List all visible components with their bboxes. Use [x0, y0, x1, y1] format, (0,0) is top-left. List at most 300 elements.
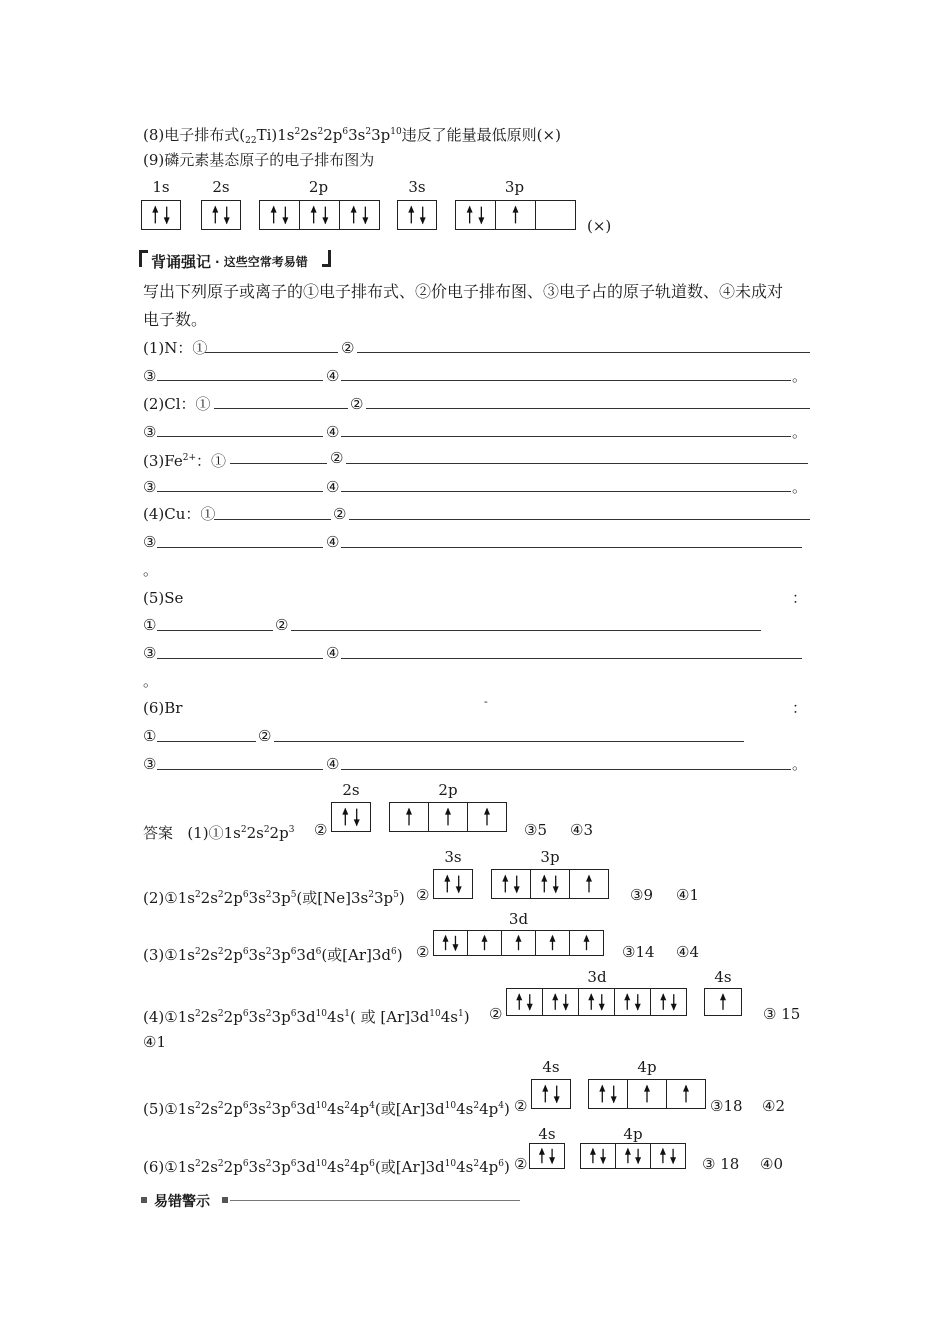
- sup: 2: [294, 127, 301, 137]
- spin-up-arrow-icon: [625, 1148, 631, 1163]
- electron-arrows: [616, 1144, 650, 1168]
- electron-arrows: [532, 1080, 570, 1108]
- spin-up-arrow-icon: [599, 1085, 605, 1103]
- orbital-cell: [667, 1080, 705, 1108]
- orbital-cell: [390, 803, 429, 831]
- spin-up-arrow-icon: [552, 993, 558, 1010]
- label-colon: ：①: [196, 452, 227, 470]
- blank-5-2[interactable]: [291, 630, 761, 631]
- answer-5-config: $(5)①1s^22s^22p^63s^23p^63d^{10}4s^24p^4$(或$[Ar]3d^{10}4s^24p^4$): [143, 1100, 510, 1118]
- electron-arrows: [651, 989, 686, 1015]
- charge: 2+: [182, 453, 196, 463]
- electron-arrows: [579, 989, 614, 1015]
- item-8-prefix: (8)电子排布式(: [143, 126, 246, 144]
- circle-2: ②: [341, 339, 355, 357]
- circle-1: ①: [143, 727, 157, 745]
- circle-4: ④: [326, 478, 340, 496]
- electron-arrows: [340, 201, 379, 229]
- answer-4-config: $(4)①1s^22s^22p^63s^23p^63d^{10}4s^1$( 或 $[Ar]3d^{10}4s^1$): [143, 1008, 470, 1026]
- electron-arrows: [429, 803, 467, 831]
- spin-down-arrow-icon: [611, 1086, 617, 1104]
- spin-up-arrow-icon: [541, 875, 547, 893]
- electron-arrows: [507, 989, 542, 1015]
- period: 。: [792, 423, 808, 441]
- orbital-label: 3d: [587, 968, 607, 986]
- sup: 2: [217, 890, 224, 900]
- sup: 2: [317, 127, 324, 137]
- orbital-cell: [468, 931, 502, 955]
- answer-4-c4: ④1: [143, 1033, 166, 1051]
- electron-arrows: [705, 989, 741, 1015]
- answer-5-c3: ③18: [710, 1097, 743, 1115]
- sup: 2: [217, 1009, 224, 1019]
- spin-up-arrow-icon: [542, 1085, 548, 1103]
- circle-3: ③: [143, 644, 157, 662]
- bracket-right: [322, 250, 331, 267]
- period: 。: [143, 672, 159, 690]
- electron-arrows: [260, 201, 299, 229]
- sup: 1: [457, 1009, 464, 1019]
- sup: 6: [391, 947, 397, 957]
- electron-arrows: [468, 803, 506, 831]
- orbital-label: 4p: [637, 1058, 657, 1076]
- blank-3-1[interactable]: [230, 463, 327, 464]
- orbital-cell: [340, 201, 379, 229]
- blank-1-2[interactable]: [357, 352, 810, 353]
- answer-6-orbital-4p: [580, 1125, 686, 1171]
- orbital-cell: [589, 1080, 628, 1108]
- sup: 2: [194, 947, 201, 957]
- sup: 10: [315, 1159, 328, 1169]
- item-9-mark: (×): [587, 217, 612, 235]
- bullet-square-left: [141, 1197, 147, 1203]
- orbital-1s: [141, 178, 181, 230]
- blank-6-1[interactable]: [157, 741, 256, 742]
- electron-arrows: [581, 1144, 615, 1168]
- orbital-cell: [530, 1144, 564, 1168]
- orbital-2s: [201, 178, 241, 230]
- orbital-cell: [536, 931, 570, 955]
- orbital-label: 2p: [308, 178, 329, 196]
- circle-2: ②: [489, 1005, 503, 1023]
- orbital-cell: [398, 201, 436, 229]
- orb-text: 2p: [323, 126, 343, 144]
- spin-up-arrow-icon: [590, 1148, 596, 1163]
- orbital-label: 1s: [152, 178, 170, 196]
- answer-head-text: 答案: [143, 824, 174, 842]
- spin-down-arrow-icon: [599, 994, 605, 1011]
- spin-up-arrow-icon: [516, 993, 522, 1010]
- spin-up-arrow-icon: [539, 1148, 545, 1163]
- blank-1-3[interactable]: [157, 380, 323, 381]
- orbital-2p: [259, 178, 378, 230]
- orbital-cell: [502, 931, 536, 955]
- item-8: [143, 122, 561, 151]
- spin-up-arrow-icon: [550, 935, 556, 950]
- blank-2-1[interactable]: [214, 408, 348, 409]
- answer-4-orbital-3d: [506, 968, 688, 1018]
- spin-up-arrow-icon: [152, 206, 158, 224]
- blank-3-4[interactable]: [341, 491, 791, 492]
- sup: 5: [393, 890, 399, 900]
- orbital-label: 4s: [538, 1125, 556, 1143]
- drill-title: 背诵强记: [151, 253, 212, 271]
- circle-3: ③: [143, 423, 157, 441]
- spin-up-arrow-icon: [443, 935, 449, 950]
- answer-2-orbital-3p: [491, 848, 609, 900]
- orbital-cell: [543, 989, 579, 1015]
- blank-5-3[interactable]: [157, 658, 323, 659]
- orbital-cell: [429, 803, 468, 831]
- drill-3-label: [143, 448, 226, 471]
- blank-2-2[interactable]: [366, 408, 810, 409]
- sup: 2: [368, 890, 374, 900]
- electron-arrows: [332, 803, 370, 831]
- spin-up-arrow-icon: [660, 1148, 666, 1163]
- spin-down-arrow-icon: [452, 936, 458, 951]
- sup: 5: [290, 890, 297, 900]
- charge: -: [484, 695, 488, 708]
- electron-arrows: [492, 870, 530, 898]
- spin-down-arrow-icon: [456, 876, 462, 894]
- sup: 6: [498, 1159, 504, 1169]
- electron-arrows: [570, 870, 608, 898]
- blank-1-4[interactable]: [341, 380, 791, 381]
- item-8-suffix: 违反了能量最低原则(×): [401, 126, 561, 144]
- drill-subtitle: · 这些空常考易错: [215, 255, 308, 269]
- sup: 10: [315, 1009, 328, 1019]
- orbital-cell: [507, 989, 543, 1015]
- electron-arrows: [202, 201, 240, 229]
- sup: 2: [265, 1159, 272, 1169]
- sup: 2: [194, 890, 201, 900]
- blank-4-1[interactable]: [214, 519, 331, 520]
- spin-up-arrow-icon: [408, 206, 414, 224]
- blank-4-3[interactable]: [157, 547, 323, 548]
- spin-up-arrow-icon: [516, 935, 522, 950]
- sup: 6: [342, 127, 349, 137]
- answer-1-orbital-2s: [331, 781, 371, 833]
- orbital-cell: [579, 989, 615, 1015]
- sup: 6: [369, 1159, 375, 1169]
- spin-up-arrow-icon: [624, 993, 630, 1010]
- answer-6-orbital-4s: [529, 1125, 565, 1171]
- circle-2: ②: [330, 449, 344, 467]
- electron-arrows: [468, 931, 501, 955]
- sup: 2: [265, 1009, 272, 1019]
- orbital-label: 3s: [408, 178, 426, 196]
- sup: 2: [217, 947, 224, 957]
- orbital-cell: [615, 989, 651, 1015]
- spin-up-arrow-icon: [271, 206, 277, 224]
- orbital-cell: [581, 1144, 616, 1168]
- blank-5-1[interactable]: [157, 630, 273, 631]
- circle-2: ②: [514, 1155, 528, 1173]
- orbital-label: 4p: [623, 1125, 643, 1143]
- sup: 2: [194, 1009, 201, 1019]
- spin-up-arrow-icon: [351, 206, 357, 224]
- circle-2: ②: [350, 395, 364, 413]
- sup: 6: [290, 1101, 297, 1111]
- period: 。: [792, 755, 808, 773]
- sup: 10: [429, 1009, 441, 1019]
- orbital-cell: [651, 1144, 685, 1168]
- orbital-label: 4s: [542, 1058, 560, 1076]
- item-8-atomic-number: 22: [245, 136, 257, 146]
- answer-2-c4: ④1: [676, 886, 699, 904]
- electron-arrows: [398, 201, 436, 229]
- drill-1-label: (1)N：①: [143, 339, 208, 357]
- spin-up-arrow-icon: [660, 993, 666, 1010]
- sup: 2: [473, 1101, 480, 1111]
- circle-2: ②: [333, 505, 347, 523]
- sup: 1: [344, 1009, 351, 1019]
- sup: 6: [315, 947, 322, 957]
- circle-2: ②: [416, 943, 430, 961]
- spin-up-arrow-icon: [406, 808, 412, 826]
- sup: 2: [265, 890, 272, 900]
- blank-2-4[interactable]: [341, 436, 791, 437]
- electron-arrows: [615, 989, 650, 1015]
- spin-up-arrow-icon: [584, 935, 590, 950]
- blank-6-4[interactable]: [341, 769, 791, 770]
- spin-down-arrow-icon: [164, 207, 170, 225]
- drill-intro-line1: 写出下列原子或离子的①电子排布式、②价电子排布图、③电子占的原子轨道数、④未成对: [143, 282, 784, 301]
- circle-3: ③: [143, 367, 157, 385]
- orb-text: 3s: [348, 126, 366, 144]
- spin-up-arrow-icon: [588, 993, 594, 1010]
- sup: 2: [217, 1159, 224, 1169]
- circle-4: ④: [326, 423, 340, 441]
- blank-4-4[interactable]: [341, 547, 802, 548]
- sup: 2: [194, 1101, 201, 1111]
- drill-2-label: (2)Cl：①: [143, 395, 211, 413]
- spin-up-arrow-icon: [683, 1085, 689, 1103]
- orbital-cell: [456, 201, 496, 229]
- item-8-element: Ti)1s: [256, 126, 295, 144]
- spin-up-arrow-icon: [586, 875, 592, 893]
- sup: 6: [242, 890, 249, 900]
- orbital-cell: [570, 931, 603, 955]
- blank-4-2[interactable]: [349, 519, 810, 520]
- orbital-cell: [651, 989, 686, 1015]
- orbital-cell: [300, 201, 340, 229]
- blank-3-3[interactable]: [157, 491, 323, 492]
- orbital-label: 2p: [438, 781, 458, 799]
- electron-arrows: [434, 870, 472, 898]
- blank-2-3[interactable]: [157, 436, 323, 437]
- orb-text: 3p: [371, 126, 391, 144]
- blank-5-4[interactable]: [341, 658, 802, 659]
- electron-arrows: [536, 931, 569, 955]
- answer-1-c4: ④3: [570, 821, 593, 839]
- spin-down-arrow-icon: [670, 1149, 676, 1164]
- item-9-text: (9)磷元素基态原子的电子排布图为: [143, 151, 375, 169]
- orbital-cell: [570, 870, 608, 898]
- orbital-cell: [616, 1144, 651, 1168]
- answer-5-c4: ④2: [762, 1097, 785, 1115]
- spin-down-arrow-icon: [563, 994, 569, 1011]
- spin-up-arrow-icon: [644, 1085, 650, 1103]
- spin-down-arrow-icon: [527, 994, 533, 1011]
- spin-down-arrow-icon: [322, 207, 328, 225]
- orbital-cell: [628, 1080, 667, 1108]
- answer-3-c3: ③14: [622, 943, 655, 961]
- orbital-cell: [142, 201, 180, 229]
- sup: 6: [290, 1159, 297, 1169]
- spin-up-arrow-icon: [311, 206, 317, 224]
- orbital-label: 2s: [342, 781, 360, 799]
- spin-down-arrow-icon: [420, 207, 426, 225]
- spin-up-arrow-icon: [484, 808, 490, 826]
- sup: 10: [315, 1101, 328, 1111]
- orbital-cell: [536, 201, 575, 229]
- blank-3-2[interactable]: [346, 463, 808, 464]
- electron-arrows: [531, 870, 569, 898]
- answer-1-config: (1)①1s: [187, 824, 241, 842]
- sup: 6: [290, 1009, 297, 1019]
- bullet-square-right: [222, 1197, 228, 1203]
- answer-2-config: $(2)①1s^22s^22p^63s^23p^5$(或$[Ne]3s^23p^5$): [143, 889, 405, 907]
- spin-down-arrow-icon: [671, 994, 677, 1011]
- answer-1-c3: ③5: [524, 821, 547, 839]
- drill-intro-line2: 电子数。: [143, 310, 208, 329]
- electron-arrows: [570, 931, 603, 955]
- electron-arrows: [530, 1144, 564, 1168]
- spin-up-arrow-icon: [445, 808, 451, 826]
- orbital-cell: [434, 870, 472, 898]
- answer-2-orbital-3s: [433, 848, 473, 900]
- spin-down-arrow-icon: [282, 207, 288, 225]
- sup: 6: [242, 1101, 249, 1111]
- electron-arrows: [589, 1080, 627, 1108]
- spin-up-arrow-icon: [342, 808, 348, 826]
- drill-6-label: (6)Br: [143, 699, 183, 717]
- spin-up-arrow-icon: [467, 206, 473, 224]
- sup: 10: [444, 1101, 457, 1111]
- circle-4: ④: [326, 755, 340, 773]
- orbital-label: 4s: [714, 968, 732, 986]
- spin-down-arrow-icon: [224, 207, 230, 225]
- period: 。: [143, 561, 159, 579]
- orb-text: 2s: [300, 126, 318, 144]
- spin-up-arrow-icon: [482, 935, 488, 950]
- spin-up-arrow-icon: [212, 206, 218, 224]
- spin-up-arrow-icon: [720, 993, 726, 1010]
- sup: 6: [290, 947, 297, 957]
- answer-4-c3: ③ 15: [763, 1005, 801, 1023]
- answer-6-c4: ④0: [760, 1155, 783, 1173]
- circle-2: ②: [314, 821, 328, 839]
- label-colon: ：: [792, 699, 808, 717]
- answer-1-orbital-2p: [389, 781, 507, 833]
- answer-5-orbital-4p: [588, 1058, 706, 1110]
- orbital-cell: [492, 870, 531, 898]
- orbital-cell: [496, 201, 536, 229]
- period: 。: [792, 367, 808, 385]
- orbital-label: 3p: [540, 848, 560, 866]
- orbital-cell: [531, 870, 570, 898]
- electron-arrows: [390, 803, 428, 831]
- sup: 4: [369, 1101, 375, 1111]
- spin-down-arrow-icon: [600, 1149, 606, 1164]
- circle-4: ④: [326, 644, 340, 662]
- sup: 6: [242, 1159, 249, 1169]
- sup: 2: [194, 1159, 201, 1169]
- sup: 3: [288, 825, 295, 835]
- sup: 6: [242, 1009, 249, 1019]
- blank-6-2[interactable]: [274, 741, 744, 742]
- footer-rule: [230, 1200, 520, 1201]
- electron-arrows: [456, 201, 495, 229]
- orbital-cell: [260, 201, 300, 229]
- orbital-3s: [397, 178, 437, 230]
- electron-arrows: [496, 201, 535, 229]
- answer-3-orbital-3d: [433, 910, 604, 958]
- answer-4-orbital-4s: [704, 968, 742, 1018]
- spin-down-arrow-icon: [549, 1149, 555, 1164]
- orbital-label: 3d: [508, 910, 529, 928]
- sup: 2: [263, 825, 270, 835]
- answer-2-c3: ③9: [630, 886, 653, 904]
- sup: 2: [217, 1101, 224, 1111]
- orbital-3p: [455, 178, 574, 230]
- sup: 2: [265, 1101, 272, 1111]
- electron-arrows: [628, 1080, 666, 1108]
- orbital-cell: [434, 931, 468, 955]
- bracket-left: [139, 250, 148, 267]
- spin-up-arrow-icon: [502, 875, 508, 893]
- blank-6-3[interactable]: [157, 769, 323, 770]
- sup: 4: [498, 1101, 504, 1111]
- sup: 2: [344, 1159, 351, 1169]
- electron-arrows: [502, 931, 535, 955]
- blank-1-1[interactable]: [205, 352, 338, 353]
- sup: 2: [473, 1159, 480, 1169]
- drill-4-label: (4)Cu：①: [143, 505, 216, 523]
- orbital-cell: [468, 803, 506, 831]
- sup: 10: [390, 127, 402, 137]
- electron-arrows: [434, 931, 467, 955]
- circle-3: ③: [143, 755, 157, 773]
- answer-head: 答案 $(1)①1s^22s^22p^3$: [143, 824, 295, 842]
- label-colon: ：: [792, 589, 808, 607]
- electron-arrows: [300, 201, 339, 229]
- orbital-label: 2s: [212, 178, 230, 196]
- spin-up-arrow-icon: [444, 875, 450, 893]
- circle-3: ③: [143, 533, 157, 551]
- circle-2: ②: [416, 886, 430, 904]
- sup: 2: [240, 825, 247, 835]
- electron-arrows: [667, 1080, 705, 1108]
- period: 。: [792, 478, 808, 496]
- circle-2: ②: [258, 727, 272, 745]
- electron-arrows: [651, 1144, 685, 1168]
- orbital-label: 3s: [444, 848, 462, 866]
- circle-4: ④: [326, 533, 340, 551]
- spin-up-arrow-icon: [513, 206, 519, 224]
- spin-down-arrow-icon: [635, 1149, 641, 1164]
- orbital-label: 3p: [504, 178, 525, 196]
- spin-down-arrow-icon: [362, 207, 368, 225]
- drill-5-label: (5)Se: [143, 589, 184, 607]
- answer-3-config: $(3)①1s^22s^22p^63s^23p^63d^6$(或$[Ar]3d^6$): [143, 946, 403, 964]
- orbital-cell: [332, 803, 370, 831]
- sup: 2: [265, 947, 272, 957]
- circle-1: ①: [143, 616, 157, 634]
- orbital-cell: [532, 1080, 570, 1108]
- answer-5-orbital-4s: [531, 1058, 571, 1110]
